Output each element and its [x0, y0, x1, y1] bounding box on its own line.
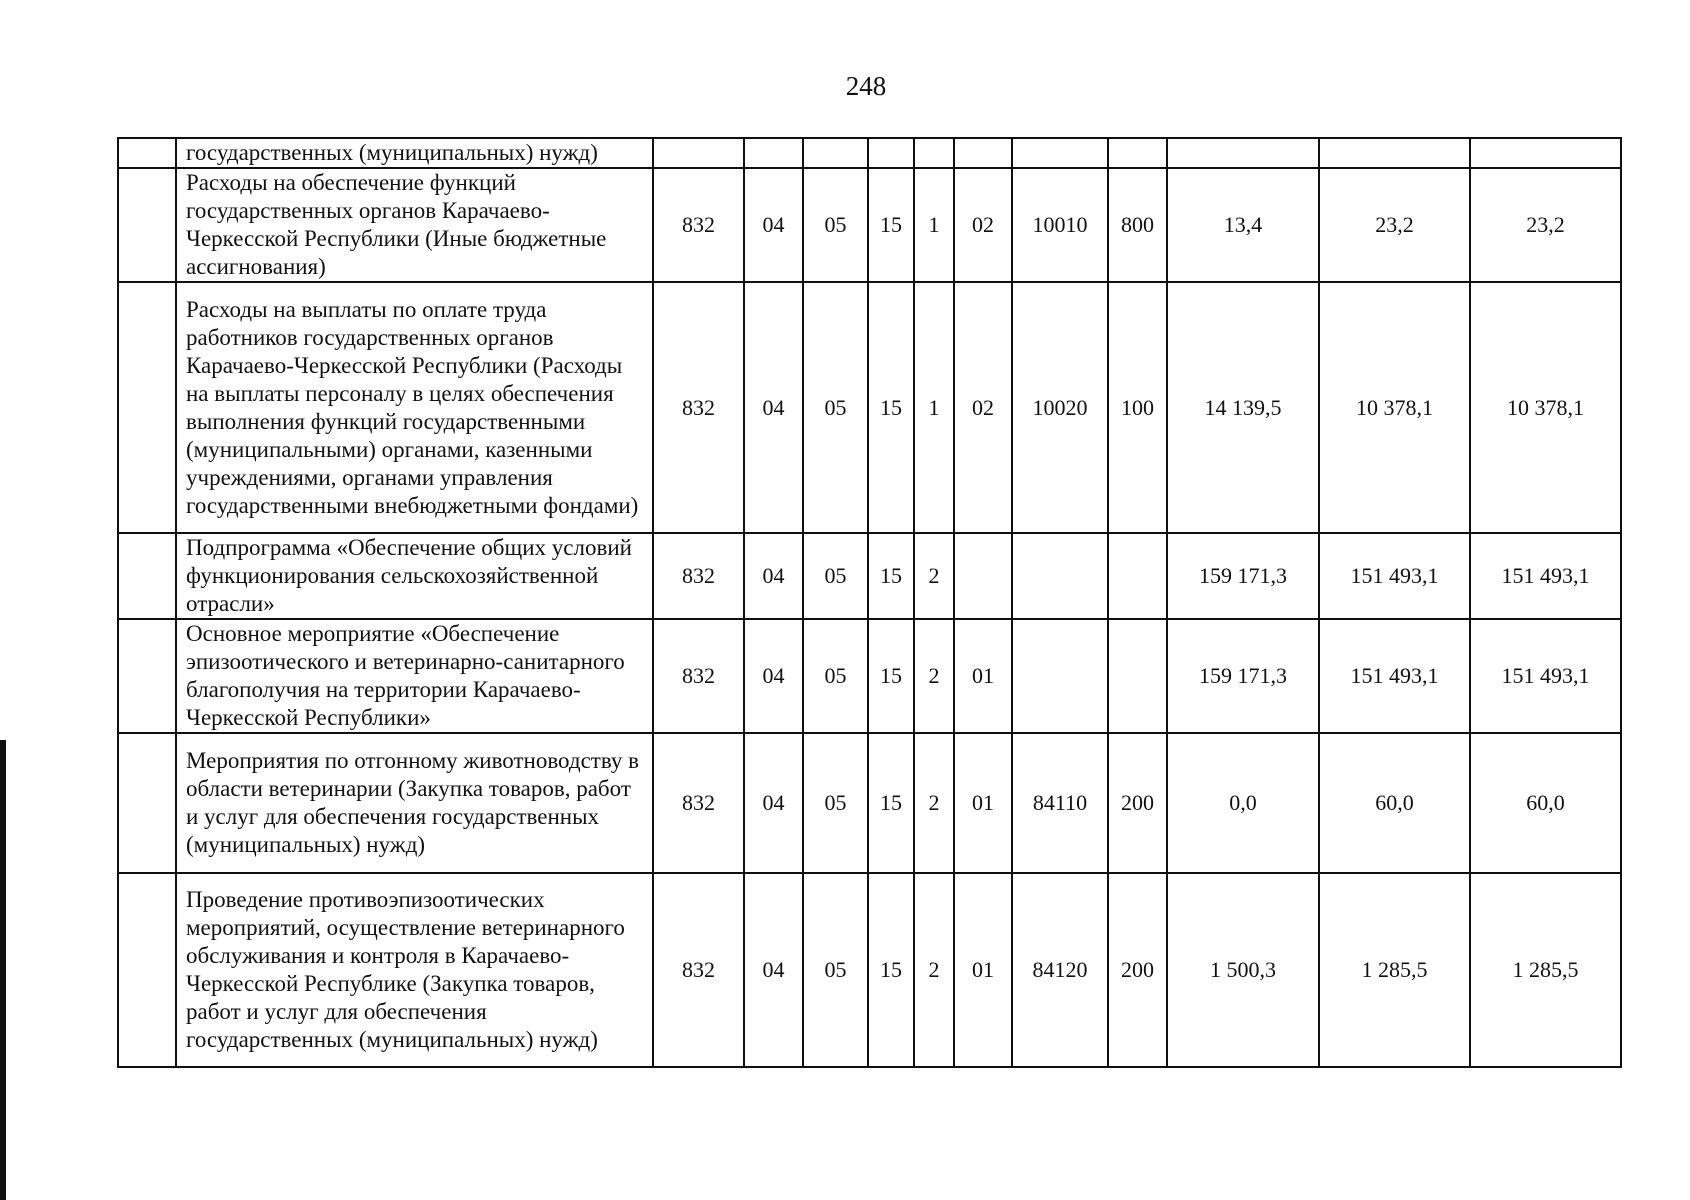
description-cell: Мероприятия по отгонному животноводству в области ветеринарии (Закупка товаров, работ и услуг для обеспечения государственных (муниципальных) нужд) [176, 733, 653, 873]
section-code-cell: 04 [744, 282, 803, 533]
expense-type-code-cell: 800 [1108, 168, 1167, 282]
section-code-cell: 04 [744, 733, 803, 873]
budget-table [117, 137, 1622, 1068]
ministry-code-cell: 832 [653, 168, 744, 282]
amount-year1-cell: 0,0 [1167, 733, 1319, 873]
main-activity-code-cell: 02 [954, 282, 1012, 533]
amount-year3-cell: 10 378,1 [1470, 282, 1621, 533]
amount-year2-cell: 151 493,1 [1319, 619, 1470, 733]
section-code-cell: 04 [744, 873, 803, 1067]
section-code-cell: 04 [744, 533, 803, 619]
expense-type-code-cell: 200 [1108, 733, 1167, 873]
row-number-cell [118, 619, 176, 733]
description-cell: Проведение противоэпизоотических мероприятий, осуществление ветеринарного обслуживания и контроля в Карачаево-Черкесской Республике (Закупка товаров, работ и услуг для обеспечения государственных (муниципальных) нужд) [176, 873, 653, 1067]
amount-year2-cell: 1 285,5 [1319, 873, 1470, 1067]
table-row [118, 873, 1621, 1067]
section-code-cell [744, 138, 803, 168]
row-number-cell [118, 873, 176, 1067]
subsection-code-cell: 05 [803, 733, 868, 873]
main-activity-code-cell: 02 [954, 168, 1012, 282]
expense-direction-code-cell: 10010 [1012, 168, 1108, 282]
ministry-code-cell: 832 [653, 733, 744, 873]
subsection-code-cell: 05 [803, 168, 868, 282]
subsection-code-cell [803, 138, 868, 168]
amount-year3-cell: 60,0 [1470, 733, 1621, 873]
row-number-cell [118, 533, 176, 619]
program-code-cell: 15 [868, 282, 914, 533]
main-activity-code-cell [954, 138, 1012, 168]
table-row [118, 168, 1621, 282]
program-code-cell: 15 [868, 168, 914, 282]
expense-direction-code-cell: 84110 [1012, 733, 1108, 873]
amount-year1-cell: 159 171,3 [1167, 533, 1319, 619]
subprogram-code-cell: 2 [914, 619, 954, 733]
ministry-code-cell [653, 138, 744, 168]
table-row [118, 619, 1621, 733]
subprogram-code-cell: 2 [914, 873, 954, 1067]
amount-year1-cell: 159 171,3 [1167, 619, 1319, 733]
program-code-cell: 15 [868, 619, 914, 733]
program-code-cell [868, 138, 914, 168]
amount-year1-cell: 1 500,3 [1167, 873, 1319, 1067]
page-number: 248 [845, 71, 887, 101]
main-activity-code-cell: 01 [954, 619, 1012, 733]
subsection-code-cell: 05 [803, 873, 868, 1067]
subsection-code-cell: 05 [803, 282, 868, 533]
program-code-cell: 15 [868, 533, 914, 619]
row-number-cell [118, 138, 176, 168]
row-number-cell [118, 168, 176, 282]
table-row [118, 733, 1621, 873]
amount-year1-cell [1167, 138, 1319, 168]
subprogram-code-cell: 2 [914, 533, 954, 619]
subprogram-code-cell: 1 [914, 282, 954, 533]
expense-type-code-cell [1108, 619, 1167, 733]
expense-type-code-cell: 100 [1108, 282, 1167, 533]
program-code-cell: 15 [868, 733, 914, 873]
amount-year1-cell: 13,4 [1167, 168, 1319, 282]
expense-direction-code-cell [1012, 619, 1108, 733]
amount-year3-cell: 1 285,5 [1470, 873, 1621, 1067]
expense-type-code-cell [1108, 533, 1167, 619]
amount-year2-cell: 23,2 [1319, 168, 1470, 282]
row-number-cell [118, 282, 176, 533]
description-cell: Расходы на обеспечение функций государственных органов Карачаево-Черкесской Республики (Иные бюджетные ассигнования) [176, 168, 653, 282]
main-activity-code-cell: 01 [954, 733, 1012, 873]
row-number-cell [118, 733, 176, 873]
expense-direction-code-cell [1012, 533, 1108, 619]
subsection-code-cell: 05 [803, 619, 868, 733]
section-code-cell: 04 [744, 168, 803, 282]
subsection-code-cell: 05 [803, 533, 868, 619]
amount-year3-cell: 151 493,1 [1470, 533, 1621, 619]
description-cell: Основное мероприятие «Обеспечение эпизоотического и ветеринарно-санитарного благополучия на территории Карачаево-Черкесской Республики» [176, 619, 653, 733]
ministry-code-cell: 832 [653, 619, 744, 733]
ministry-code-cell: 832 [653, 873, 744, 1067]
section-code-cell: 04 [744, 619, 803, 733]
amount-year2-cell [1319, 138, 1470, 168]
subprogram-code-cell: 2 [914, 733, 954, 873]
subprogram-code-cell [914, 138, 954, 168]
amount-year1-cell: 14 139,5 [1167, 282, 1319, 533]
ministry-code-cell: 832 [653, 533, 744, 619]
amount-year2-cell: 60,0 [1319, 733, 1470, 873]
expense-direction-code-cell: 84120 [1012, 873, 1108, 1067]
ministry-code-cell: 832 [653, 282, 744, 533]
expense-direction-code-cell [1012, 138, 1108, 168]
scan-edge-mark [0, 740, 6, 1200]
expense-type-code-cell [1108, 138, 1167, 168]
amount-year3-cell: 23,2 [1470, 168, 1621, 282]
amount-year3-cell [1470, 138, 1621, 168]
expense-type-code-cell: 200 [1108, 873, 1167, 1067]
amount-year3-cell: 151 493,1 [1470, 619, 1621, 733]
amount-year2-cell: 151 493,1 [1319, 533, 1470, 619]
program-code-cell: 15 [868, 873, 914, 1067]
subprogram-code-cell: 1 [914, 168, 954, 282]
expense-direction-code-cell: 10020 [1012, 282, 1108, 533]
table-row [118, 138, 1621, 168]
amount-year2-cell: 10 378,1 [1319, 282, 1470, 533]
table-row [118, 282, 1621, 533]
description-cell: Подпрограмма «Обеспечение общих условий функционирования сельскохозяйственной отрасли» [176, 533, 653, 619]
table-row [118, 533, 1621, 619]
description-cell: государственных (муниципальных) нужд) [176, 138, 653, 168]
main-activity-code-cell: 01 [954, 873, 1012, 1067]
main-activity-code-cell [954, 533, 1012, 619]
description-cell: Расходы на выплаты по оплате труда работников государственных органов Карачаево-Черкесской Республики (Расходы на выплаты персоналу в целях обеспечения выполнения функций государственными (муниципальными) органами, казенными учреждениями, органами управления государственными внебюджетными фондами) [176, 282, 653, 533]
